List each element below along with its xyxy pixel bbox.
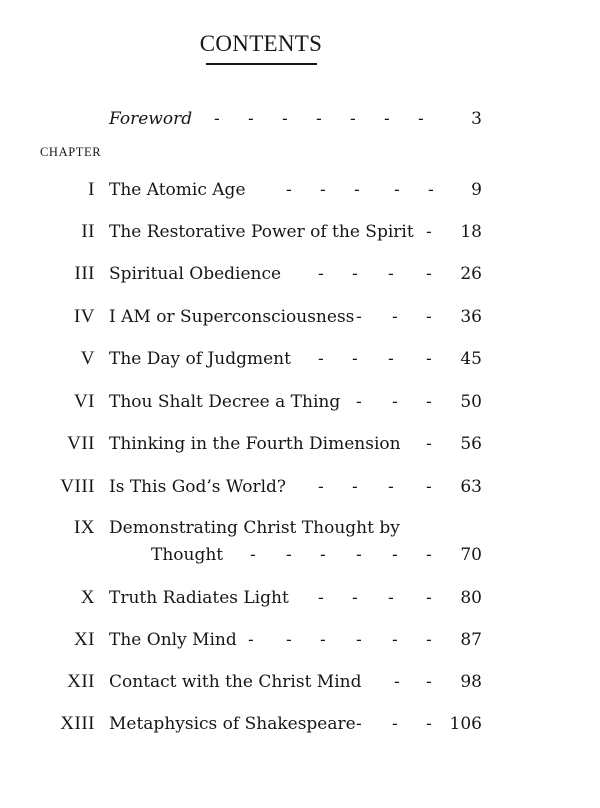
chapter-title: Is This God’s World?	[109, 477, 287, 497]
leader-dash: -	[426, 545, 432, 565]
leader-dash: -	[426, 392, 432, 412]
leader-dash: -	[388, 264, 394, 284]
leader-dash: -	[392, 307, 398, 327]
leader-dash: -	[320, 545, 326, 565]
toc-entry	[0, 628, 600, 652]
chapter-title: The Day of Judgment	[109, 349, 291, 369]
toc-entry-continued	[0, 543, 600, 567]
leader-dash: -	[426, 477, 432, 497]
page-number: 36	[460, 307, 482, 327]
leader-dash: -	[426, 222, 432, 242]
chapter-title: The Atomic Age	[109, 180, 246, 200]
chapter-title: The Restorative Power of the Spirit	[109, 222, 414, 242]
leader-dash: -	[286, 180, 292, 200]
chapter-numeral: XIII	[60, 713, 95, 734]
chapter-numeral: V	[80, 348, 95, 369]
foreword-title: Foreword	[109, 109, 193, 129]
chapter-numeral: X	[80, 587, 95, 608]
chapter-title: Truth Radiates Light	[109, 588, 289, 608]
chapter-title-continued: Thought	[151, 545, 224, 565]
leader-dash: -	[248, 630, 254, 650]
toc-entry	[0, 178, 600, 202]
page-number: 45	[460, 349, 482, 369]
leader-dash: -	[392, 545, 398, 565]
leader-dash: -	[418, 109, 424, 129]
leader-dash: -	[320, 180, 326, 200]
chapter-numeral: VI	[73, 391, 95, 412]
leader-dash: -	[388, 477, 394, 497]
leader-dash: -	[426, 588, 432, 608]
leader-dash: -	[394, 672, 400, 692]
leader-dash: -	[316, 109, 322, 129]
page-number: 98	[460, 672, 482, 692]
leader-dash: -	[248, 109, 254, 129]
leader-dash: -	[392, 714, 398, 734]
leader-dash: -	[318, 477, 324, 497]
page-number: 63	[460, 477, 482, 497]
page-title: CONTENTS	[199, 31, 323, 57]
leader-dash: -	[352, 349, 358, 369]
leader-dash: -	[318, 588, 324, 608]
chapter-numeral: I	[88, 179, 95, 200]
toc-entry	[0, 347, 600, 371]
leader-dash: -	[356, 714, 362, 734]
leader-dash: -	[388, 588, 394, 608]
leader-dash: -	[426, 349, 432, 369]
chapter-numeral: XII	[67, 671, 95, 692]
toc-entry	[0, 432, 600, 456]
leader-dash: -	[356, 630, 362, 650]
toc-entry	[0, 586, 600, 610]
chapter-title: Demonstrating Christ Thought by	[109, 518, 400, 538]
page-number: 18	[460, 222, 482, 242]
leader-dash: -	[352, 588, 358, 608]
chapter-numeral: III	[74, 263, 95, 284]
leader-dash: -	[426, 434, 432, 454]
page-number: 56	[460, 434, 482, 454]
leader-dash: -	[214, 109, 220, 129]
toc-entry	[0, 670, 600, 694]
leader-dash: -	[286, 545, 292, 565]
leader-dash: -	[286, 630, 292, 650]
page-number: 3	[471, 109, 482, 129]
leader-dash: -	[250, 545, 256, 565]
page-number: 70	[460, 545, 482, 565]
chapter-title: Metaphysics of Shakespeare	[109, 714, 356, 734]
leader-dash: -	[426, 672, 432, 692]
toc-entry	[0, 475, 600, 499]
chapter-numeral: XI	[73, 629, 95, 650]
chapter-title: I AM or Superconsciousness	[109, 307, 355, 327]
page-number: 106	[449, 714, 482, 734]
toc-entry	[0, 712, 600, 736]
leader-dash: -	[352, 264, 358, 284]
leader-dash: -	[392, 392, 398, 412]
page-number: 26	[460, 264, 482, 284]
leader-dash: -	[426, 307, 432, 327]
leader-dash: -	[318, 264, 324, 284]
leader-dash: -	[356, 307, 362, 327]
title-rule	[206, 63, 317, 65]
leader-dash: -	[318, 349, 324, 369]
page-number: 87	[460, 630, 482, 650]
leader-dash: -	[354, 180, 360, 200]
toc-entry	[0, 220, 600, 244]
toc-entry	[0, 516, 600, 540]
leader-dash: -	[394, 180, 400, 200]
leader-dash: -	[428, 180, 434, 200]
chapter-title: Contact with the Christ Mind	[109, 672, 362, 692]
leader-dash: -	[352, 477, 358, 497]
chapter-numeral: II	[81, 221, 95, 242]
leader-dash: -	[388, 349, 394, 369]
chapter-numeral: IV	[73, 306, 95, 327]
leader-dash: -	[392, 630, 398, 650]
page-number: 80	[460, 588, 482, 608]
leader-dash: -	[426, 264, 432, 284]
page-number: 50	[460, 392, 482, 412]
chapter-numeral: IX	[73, 517, 95, 538]
chapter-numeral: VII	[67, 433, 95, 454]
page-number: 9	[471, 180, 482, 200]
leader-dash: -	[282, 109, 288, 129]
leader-dash: -	[356, 545, 362, 565]
chapter-title: Thou Shalt Decree a Thing	[109, 392, 341, 412]
leader-dash: -	[426, 714, 432, 734]
toc-entry	[0, 305, 600, 329]
chapter-title: Thinking in the Fourth Dimension	[109, 434, 401, 454]
leader-dash: -	[384, 109, 390, 129]
chapter-label: CHAPTER	[40, 145, 102, 159]
leader-dash: -	[356, 392, 362, 412]
toc-entry	[0, 262, 600, 286]
leader-dash: -	[426, 630, 432, 650]
chapter-numeral: VIII	[60, 476, 95, 497]
chapter-title: Spiritual Obedience	[109, 264, 282, 284]
toc-entry	[0, 390, 600, 414]
foreword-entry	[0, 107, 600, 131]
leader-dash: -	[350, 109, 356, 129]
leader-dash: -	[320, 630, 326, 650]
chapter-title: The Only Mind	[109, 630, 237, 650]
